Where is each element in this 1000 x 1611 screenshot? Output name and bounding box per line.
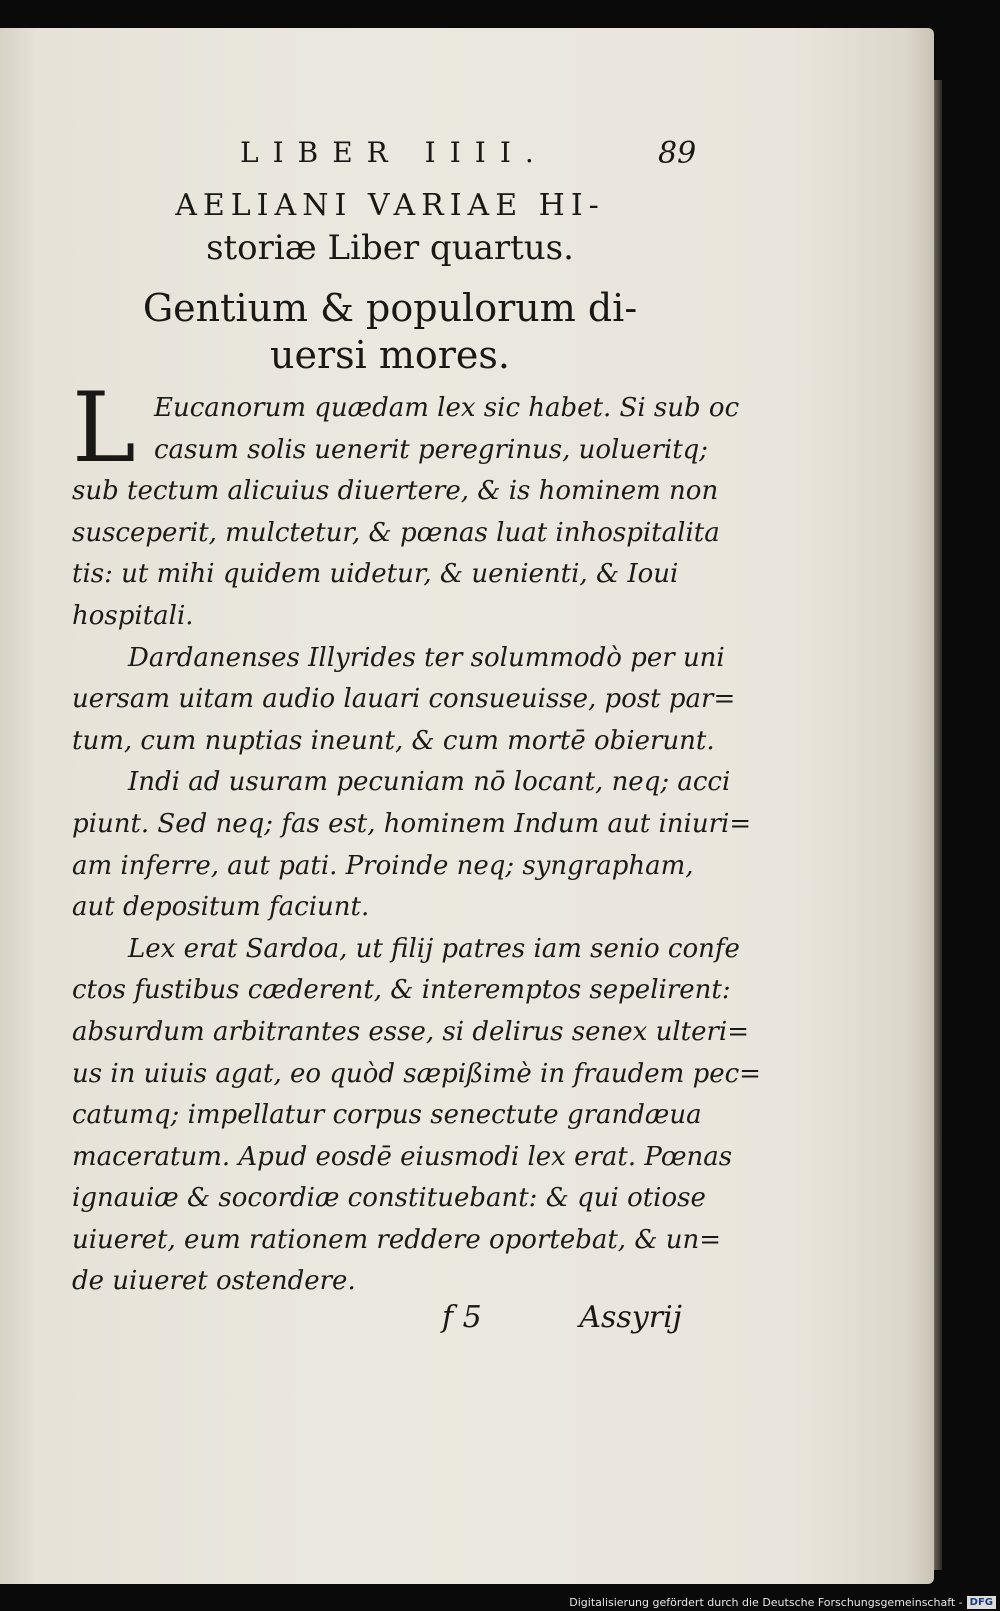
text-line: aut depositum faciunt. bbox=[72, 892, 370, 923]
text-line: tum, cum nuptias ineunt, & cum mortē obierunt. bbox=[72, 725, 715, 756]
text-line: de uiueret ostendere. bbox=[72, 1266, 356, 1297]
page-edge-shadow bbox=[934, 80, 942, 1570]
paragraph bbox=[72, 388, 740, 638]
book-title-line-2: storiæ Liber quartus. bbox=[206, 228, 574, 268]
text-line: susceperit, mulctetur, & pœnas luat inhospitalita bbox=[72, 517, 720, 548]
paragraph bbox=[72, 929, 761, 1303]
text-line: ctos fustibus cæderent, & interemptos sepelirent: bbox=[72, 975, 731, 1006]
book-page bbox=[0, 28, 934, 1584]
text-line: Lex erat Sardoa, ut filij patres iam senio confe bbox=[128, 933, 740, 964]
dfg-logo: DFG bbox=[967, 1596, 996, 1609]
text-line: sub tectum alicuius diuertere, & is hominem non bbox=[72, 476, 719, 507]
page-footer-marks bbox=[72, 1300, 692, 1344]
text-line: Eucanorum quædam lex sic habet. Si sub oc bbox=[154, 393, 740, 423]
text-line: maceratum. Apud eosdē eiusmodi lex erat. Pœnas bbox=[72, 1141, 733, 1172]
text-line: hospitali. bbox=[72, 600, 194, 631]
text-line: uersam uitam audio lauari consueuisse, post par= bbox=[72, 684, 736, 715]
signature-mark: f 5 bbox=[442, 1300, 482, 1335]
text-line: casum solis uenerit peregrinus, uolueritq; bbox=[154, 434, 709, 465]
chapter-heading-line-2: uersi mores. bbox=[269, 333, 510, 377]
chapter-heading-line-1: Gentium & populorum di- bbox=[142, 286, 638, 330]
drop-capital: L bbox=[72, 372, 136, 484]
running-head: LIBER IIII. bbox=[240, 136, 548, 169]
text-line: tis: ut mihi quidem uidetur, & uenienti, & Ioui bbox=[72, 559, 679, 590]
text-line: absurdum arbitrantes esse, si delirus senex ulteri= bbox=[72, 1016, 749, 1047]
text-line: Dardanenses Illyrides ter solummodò per uni bbox=[128, 642, 725, 673]
digitization-credit bbox=[569, 1596, 996, 1609]
paragraph bbox=[72, 762, 752, 928]
text-line: us in uiuis agat, eo quòd sæpißimè in fraudem pec= bbox=[72, 1058, 761, 1089]
text-line: uiueret, eum rationem reddere oportebat, & un= bbox=[72, 1224, 722, 1255]
text-line: catumq; impellatur corpus senectute grandæua bbox=[72, 1100, 702, 1131]
book-title-line-1: AELIANI VARIAE HI- bbox=[175, 188, 605, 223]
text-line: Indi ad usuram pecuniam nō locant, neq; acci bbox=[128, 767, 731, 798]
credit-text: Digitalisierung gefördert durch die Deutsche Forschungsgemeinschaft - bbox=[569, 1596, 963, 1609]
text-line: ignauiæ & socordiæ constituebant: & qui otiose bbox=[72, 1183, 706, 1214]
paragraph bbox=[72, 638, 736, 763]
page-number: 89 bbox=[658, 136, 697, 171]
catchword: Assyrij bbox=[579, 1300, 682, 1335]
body-text bbox=[72, 388, 761, 1303]
text-line: am inferre, aut pati. Proinde neq; syngrapham, bbox=[72, 850, 694, 881]
text-line: piunt. Sed neq; fas est, hominem Indum aut iniuri= bbox=[72, 808, 752, 839]
